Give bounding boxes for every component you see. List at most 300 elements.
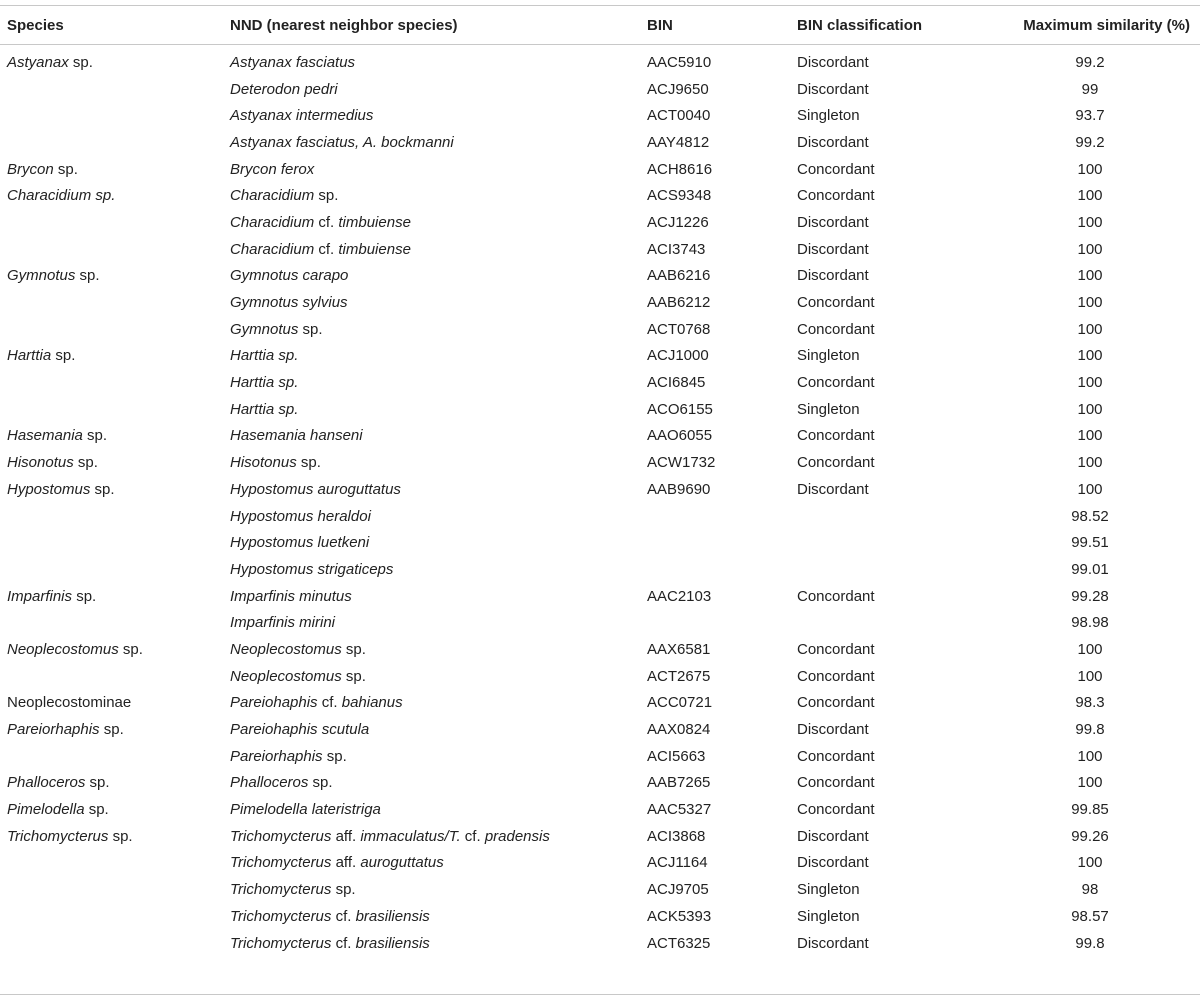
maximum-similarity-cell: 100 [1077, 400, 1103, 418]
nnd-cell [223, 663, 640, 690]
species-text-segment: Neoplecostomus [7, 640, 119, 658]
species-cell [0, 76, 223, 103]
maximum-similarity-cell: 100 [1077, 427, 1103, 445]
maximum-similarity-cell: 100 [1077, 347, 1103, 365]
nnd-text-segment: Brycon ferox [230, 160, 315, 178]
table-body [0, 44, 1200, 956]
species-cell [0, 396, 223, 423]
nnd-text-segment: Gymnotus [230, 320, 299, 338]
table-bottom-rule [0, 994, 1200, 995]
bin-classification-cell: Concordant [797, 454, 875, 472]
table-row [0, 876, 1200, 903]
nnd-cell [223, 583, 640, 610]
nnd-text-segment: Characidium [230, 213, 315, 231]
nnd-text-segment: pradensis [484, 827, 550, 845]
nnd-text-segment: Trichomycterus [230, 854, 332, 872]
species-cell [0, 930, 223, 957]
nnd-text-segment: Trichomycterus [230, 881, 332, 899]
bin-classification-cell: Concordant [797, 160, 875, 178]
bin-cell: AAX6581 [647, 640, 711, 658]
species-text-segment: Pimelodella [7, 801, 85, 819]
species-cell [0, 289, 223, 316]
nnd-text-segment: cf. [460, 827, 485, 845]
bin-classification-cell: Discordant [797, 827, 869, 845]
bin-cell: ACI5663 [647, 747, 706, 765]
bin-classification-cell: Singleton [797, 347, 860, 365]
species-cell [0, 102, 223, 129]
bin-classification-cell: Concordant [797, 587, 875, 605]
bin-classification-cell: Concordant [797, 427, 875, 445]
maximum-similarity-cell: 100 [1077, 320, 1103, 338]
species-text-segment: sp. [73, 454, 98, 472]
table-row [0, 770, 1200, 797]
nnd-text-segment: brasiliensis [355, 907, 430, 925]
species-cell [0, 770, 223, 797]
table-row [0, 556, 1200, 583]
maximum-similarity-cell: 93.7 [1075, 107, 1105, 125]
bin-cell: ACJ1000 [647, 347, 709, 365]
table-row [0, 449, 1200, 476]
bin-classification-cell: Discordant [797, 721, 869, 739]
bin-cell: AAX0824 [647, 721, 711, 739]
bin-classification-cell: Concordant [797, 320, 875, 338]
species-text-segment: Phalloceros [7, 774, 86, 792]
nnd-text-segment: Phalloceros [230, 774, 309, 792]
species-cell [0, 209, 223, 236]
nnd-cell [223, 823, 640, 850]
nnd-text-segment: Astyanax fasciatus [230, 53, 356, 71]
nnd-cell [223, 236, 640, 263]
nnd-cell [223, 449, 640, 476]
species-cell [0, 156, 223, 183]
nnd-cell [223, 609, 640, 636]
nnd-text-segment: sp. [322, 747, 347, 765]
bin-cell: ACO6155 [647, 400, 713, 418]
species-text-segment: sp. [82, 427, 108, 445]
species-text-segment: Astyanax [7, 53, 69, 71]
bin-cell: AAC5910 [647, 53, 712, 71]
maximum-similarity-cell: 100 [1077, 854, 1103, 872]
nnd-text-segment: Astyanax intermedius [230, 107, 374, 125]
species-cell [0, 876, 223, 903]
species-cell [0, 263, 223, 290]
nnd-cell [223, 476, 640, 503]
bin-cell: AAC5327 [647, 801, 712, 819]
header-row [0, 6, 1200, 44]
nnd-cell [223, 76, 640, 103]
species-cell [0, 663, 223, 690]
species-text-segment: Imparfinis [7, 587, 73, 605]
bin-classification-cell [790, 503, 980, 530]
table-row [0, 129, 1200, 156]
table-row [0, 236, 1200, 263]
table-row [0, 636, 1200, 663]
bin-classification-cell: Concordant [797, 294, 875, 312]
nnd-text-segment: Pareiorhaphis [230, 747, 323, 765]
maximum-similarity-cell: 98.98 [1071, 614, 1109, 632]
species-cell [0, 129, 223, 156]
maximum-similarity-cell: 99.85 [1071, 801, 1109, 819]
table-row [0, 423, 1200, 450]
species-cell [0, 716, 223, 743]
nnd-cell [223, 556, 640, 583]
nnd-text-segment: sp. [296, 454, 321, 472]
species-text-segment: Characidium sp. [7, 187, 116, 205]
bin-classification-cell: Discordant [797, 854, 869, 872]
species-text-segment: sp. [118, 640, 143, 658]
nnd-text-segment: cf. [331, 907, 356, 925]
table-row [0, 716, 1200, 743]
species-text-segment: Hasemania [7, 427, 83, 445]
nnd-text-segment: cf. [314, 240, 339, 258]
table-row [0, 76, 1200, 103]
maximum-similarity-cell: 100 [1077, 774, 1103, 792]
bin-cell: ACJ1164 [647, 854, 708, 872]
bin-cell: AAY4812 [647, 133, 710, 151]
table-row [0, 796, 1200, 823]
nnd-cell [223, 102, 640, 129]
nnd-cell [223, 716, 640, 743]
bin-classification-cell: Singleton [797, 400, 860, 418]
nnd-cell [223, 263, 640, 290]
nnd-text-segment: timbuiense [338, 213, 411, 231]
nnd-text-segment: Imparfinis minutus [230, 587, 352, 605]
species-cell [0, 503, 223, 530]
bin-classification-cell: Concordant [797, 667, 875, 685]
nnd-cell [223, 156, 640, 183]
nnd-cell [223, 930, 640, 957]
bin-cell: ACS9348 [647, 187, 712, 205]
maximum-similarity-cell: 99.01 [1071, 560, 1109, 578]
nnd-text-segment: Hisotonus [230, 454, 297, 472]
species-cell [0, 903, 223, 930]
nnd-text-segment: Harttia sp. [230, 374, 299, 392]
bin-cell: ACT0040 [647, 107, 711, 125]
table-row [0, 930, 1200, 957]
bin-cell [640, 556, 790, 583]
bin-cell [640, 529, 790, 556]
species-cell [0, 690, 223, 717]
nnd-text-segment: Hypostomus luetkeni [230, 534, 370, 552]
species-text-segment: Neoplecostominae [7, 694, 132, 712]
maximum-similarity-cell: 100 [1077, 213, 1103, 231]
bin-cell: ACT2675 [647, 667, 711, 685]
nnd-text-segment: Characidium [230, 240, 315, 258]
table-row [0, 102, 1200, 129]
nnd-cell [223, 369, 640, 396]
bin-cell: ACT6325 [647, 934, 711, 952]
table-row [0, 182, 1200, 209]
maximum-similarity-cell: 99 [1081, 80, 1099, 98]
maximum-similarity-cell: 99.2 [1075, 53, 1105, 71]
nnd-text-segment: Hypostomus heraldoi [230, 507, 371, 525]
bin-cell: ACK5393 [647, 907, 712, 925]
nnd-cell [223, 316, 640, 343]
table-row [0, 663, 1200, 690]
bin-cell [640, 609, 790, 636]
table-row [0, 583, 1200, 610]
species-text-segment: sp. [51, 347, 76, 365]
nnd-cell [223, 129, 640, 156]
nnd-text-segment: Characidium [230, 187, 315, 205]
maximum-similarity-cell: 100 [1077, 454, 1103, 472]
maximum-similarity-cell: 99.28 [1071, 587, 1109, 605]
species-cell [0, 236, 223, 263]
species-cell [0, 369, 223, 396]
maximum-similarity-cell: 98.52 [1071, 507, 1109, 525]
table-row [0, 343, 1200, 370]
bin-cell: ACT0768 [647, 320, 711, 338]
nnd-text-segment: Hypostomus auroguttatus [230, 480, 401, 498]
species-cell [0, 583, 223, 610]
bin-cell: AAB7265 [647, 774, 711, 792]
nnd-cell [223, 49, 640, 76]
table-row [0, 529, 1200, 556]
nnd-text-segment: sp. [298, 320, 323, 338]
species-text-segment: sp. [85, 774, 110, 792]
bin-cell: ACJ9705 [647, 881, 709, 899]
nnd-text-segment: Trichomycterus [230, 827, 332, 845]
maximum-similarity-cell: 100 [1077, 160, 1103, 178]
bin-classification-cell: Discordant [797, 934, 869, 952]
species-cell [0, 850, 223, 877]
maximum-similarity-cell: 98.3 [1075, 694, 1105, 712]
nnd-text-segment: sp. [341, 667, 366, 685]
table-row [0, 156, 1200, 183]
nnd-text-segment: brasiliensis [355, 934, 430, 952]
bin-classification-cell: Discordant [797, 267, 869, 285]
species-bin-table [0, 6, 1200, 956]
species-cell [0, 423, 223, 450]
table-row [0, 609, 1200, 636]
bin-cell: AAC2103 [647, 587, 712, 605]
bin-classification-cell: Concordant [797, 774, 875, 792]
bin-classification-cell: Discordant [797, 53, 869, 71]
nnd-cell [223, 503, 640, 530]
nnd-text-segment: cf. [331, 934, 356, 952]
nnd-cell [223, 343, 640, 370]
bin-classification-cell: Singleton [797, 107, 860, 125]
maximum-similarity-cell: 98 [1081, 881, 1099, 899]
maximum-similarity-cell: 100 [1077, 667, 1103, 685]
nnd-text-segment: Pareiohaphis [230, 694, 318, 712]
nnd-cell [223, 903, 640, 930]
nnd-text-segment: Pareiohaphis scutula [230, 721, 370, 739]
table-row [0, 396, 1200, 423]
nnd-text-segment: Trichomycterus [230, 934, 332, 952]
species-cell [0, 476, 223, 503]
nnd-cell [223, 690, 640, 717]
bin-classification-cell [790, 529, 980, 556]
species-text-segment: sp. [84, 801, 109, 819]
maximum-similarity-cell: 100 [1077, 267, 1103, 285]
nnd-cell [223, 876, 640, 903]
maximum-similarity-cell: 100 [1077, 187, 1103, 205]
species-text-segment: sp. [90, 480, 115, 498]
bin-cell: ACI6845 [647, 374, 706, 392]
table-row [0, 369, 1200, 396]
bin-cell: ACW1732 [647, 454, 716, 472]
species-text-segment: Hisonotus [7, 454, 74, 472]
species-text-segment: Gymnotus [7, 267, 76, 285]
nnd-text-segment: Neoplecostomus [230, 667, 342, 685]
bin-classification-cell: Concordant [797, 374, 875, 392]
bin-classification-cell: Concordant [797, 640, 875, 658]
nnd-text-segment: cf. [314, 213, 339, 231]
table-row [0, 263, 1200, 290]
species-text-segment: Pareiorhaphis [7, 721, 100, 739]
species-text-segment: Trichomycterus [7, 827, 109, 845]
nnd-text-segment: sp. [308, 774, 333, 792]
nnd-cell [223, 850, 640, 877]
table-row [0, 476, 1200, 503]
table-row [0, 209, 1200, 236]
bin-cell: ACJ9650 [647, 80, 709, 98]
nnd-text-segment: auroguttatus [360, 854, 444, 872]
nnd-cell [223, 529, 640, 556]
nnd-text-segment: aff. [331, 854, 361, 872]
bin-classification-cell: Discordant [797, 133, 869, 151]
nnd-cell [223, 423, 640, 450]
bin-classification-cell: Concordant [797, 187, 875, 205]
nnd-text-segment: Trichomycterus [230, 907, 332, 925]
table-row [0, 823, 1200, 850]
species-cell [0, 556, 223, 583]
species-text-segment: sp. [99, 721, 124, 739]
table-row [0, 903, 1200, 930]
species-cell [0, 823, 223, 850]
nnd-cell [223, 743, 640, 770]
species-cell [0, 743, 223, 770]
nnd-text-segment: Astyanax fasciatus, A. bockmanni [230, 133, 454, 151]
species-cell [0, 343, 223, 370]
nnd-text-segment: sp. [341, 640, 366, 658]
bin-cell: ACJ1226 [647, 213, 709, 231]
species-text-segment: Brycon [7, 160, 54, 178]
table-row [0, 850, 1200, 877]
species-cell [0, 316, 223, 343]
table-header [0, 6, 1200, 44]
species-cell [0, 796, 223, 823]
bin-cell: ACI3868 [647, 827, 706, 845]
nnd-cell [223, 289, 640, 316]
nnd-cell [223, 770, 640, 797]
species-cell [0, 609, 223, 636]
species-text-segment: sp. [53, 160, 78, 178]
maximum-similarity-cell: 100 [1077, 640, 1103, 658]
nnd-text-segment: Gymnotus sylvius [230, 294, 348, 312]
table-row [0, 316, 1200, 343]
maximum-similarity-cell: 100 [1077, 480, 1103, 498]
bin-cell: AAB9690 [647, 480, 711, 498]
bin-cell: ACC0721 [647, 694, 713, 712]
table-row [0, 503, 1200, 530]
species-cell [0, 529, 223, 556]
bin-classification-cell: Discordant [797, 213, 869, 231]
nnd-text-segment: sp. [314, 187, 339, 205]
bin-classification-cell: Concordant [797, 694, 875, 712]
nnd-cell [223, 396, 640, 423]
nnd-text-segment: sp. [331, 881, 356, 899]
species-text-segment: sp. [68, 53, 93, 71]
maximum-similarity-cell: 100 [1077, 294, 1103, 312]
maximum-similarity-cell: 99.8 [1075, 721, 1105, 739]
nnd-text-segment: Hypostomus strigaticeps [230, 560, 394, 578]
maximum-similarity-cell: 98.57 [1071, 907, 1109, 925]
header-bin-classification: BIN classification [797, 16, 923, 34]
maximum-similarity-cell: 99.2 [1075, 133, 1105, 151]
species-text-segment: sp. [75, 267, 100, 285]
bin-cell: AAO6055 [647, 427, 713, 445]
maximum-similarity-cell: 100 [1077, 374, 1103, 392]
nnd-text-segment: cf. [317, 694, 342, 712]
table-row [0, 289, 1200, 316]
bin-classification-cell: Singleton [797, 907, 860, 925]
bin-classification-cell: Concordant [797, 801, 875, 819]
nnd-text-segment: immaculatus/T. [360, 827, 461, 845]
nnd-text-segment: bahianus [341, 694, 403, 712]
bin-cell: ACH8616 [647, 160, 713, 178]
header-maximum-similarity: Maximum similarity (%) [1023, 16, 1190, 34]
maximum-similarity-cell: 99.8 [1075, 934, 1105, 952]
bin-classification-cell: Discordant [797, 80, 869, 98]
nnd-text-segment: Gymnotus carapo [230, 267, 349, 285]
bin-classification-cell: Singleton [797, 881, 860, 899]
bin-classification-cell [790, 556, 980, 583]
species-text-segment: sp. [72, 587, 97, 605]
nnd-text-segment: timbuiense [338, 240, 411, 258]
bin-classification-cell: Discordant [797, 480, 869, 498]
nnd-text-segment: Harttia sp. [230, 347, 299, 365]
nnd-text-segment: Hasemania hanseni [230, 427, 363, 445]
maximum-similarity-cell: 100 [1077, 747, 1103, 765]
species-text-segment: sp. [108, 827, 133, 845]
bin-cell: AAB6216 [647, 267, 711, 285]
nnd-text-segment: aff. [331, 827, 361, 845]
table-row [0, 743, 1200, 770]
bin-classification-cell: Concordant [797, 747, 875, 765]
nnd-text-segment: Neoplecostomus [230, 640, 342, 658]
nnd-text-segment: Deterodon pedri [230, 80, 338, 98]
species-text-segment: Hypostomus [7, 480, 91, 498]
bin-cell [640, 503, 790, 530]
bin-cell: ACI3743 [647, 240, 706, 258]
bin-classification-cell: Discordant [797, 240, 869, 258]
header-nnd: NND (nearest neighbor species) [230, 16, 458, 34]
species-text-segment: Harttia [7, 347, 52, 365]
bin-classification-cell [790, 609, 980, 636]
nnd-cell [223, 209, 640, 236]
species-cell [0, 449, 223, 476]
nnd-text-segment: Harttia sp. [230, 400, 299, 418]
maximum-similarity-cell: 100 [1077, 240, 1103, 258]
nnd-text-segment: Pimelodella lateristriga [230, 801, 381, 819]
nnd-cell [223, 636, 640, 663]
nnd-cell [223, 182, 640, 209]
maximum-similarity-cell: 99.51 [1071, 534, 1109, 552]
nnd-cell [223, 796, 640, 823]
table-row [0, 690, 1200, 717]
header-bin: BIN [647, 16, 673, 34]
table-row [0, 49, 1200, 76]
bin-cell: AAB6212 [647, 294, 711, 312]
maximum-similarity-cell: 99.26 [1071, 827, 1109, 845]
species-cell [0, 49, 223, 76]
header-species: Species [7, 16, 64, 34]
species-cell [0, 182, 223, 209]
nnd-text-segment: Imparfinis mirini [230, 614, 336, 632]
species-cell [0, 636, 223, 663]
